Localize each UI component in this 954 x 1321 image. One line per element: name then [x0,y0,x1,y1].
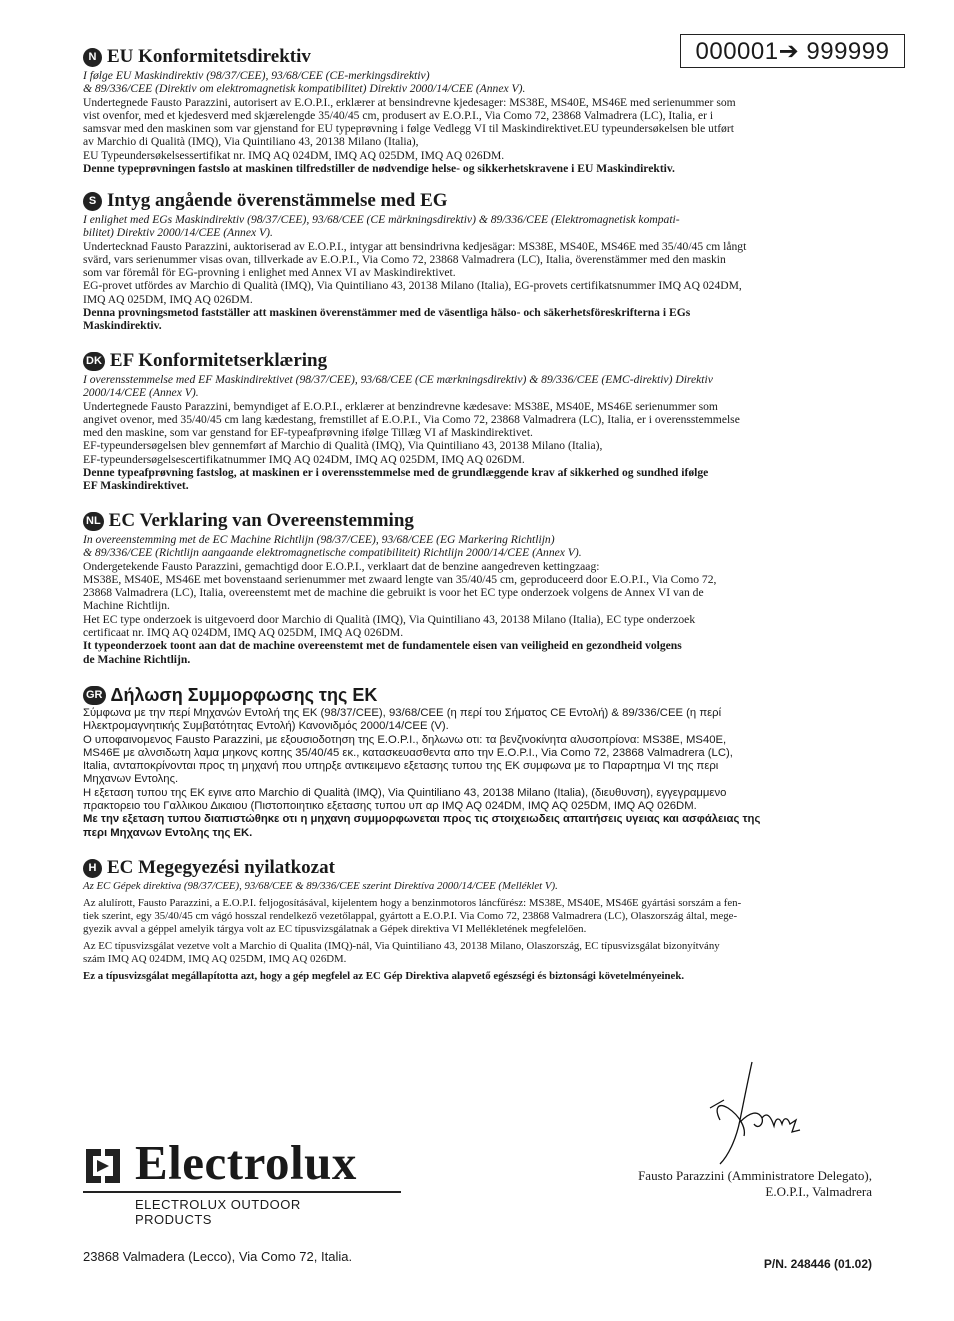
section-text-line: MS46E με αλνσιδωτη λαμα μηκονς κοπης 35/40/45 εκ., κατασκευασθεντα απο την E.O.P.I., Via Como 72, 23868 Valmadrera (LC), [83,746,733,759]
section-text-line: EF-typeundersøgelsen blev gennemført af Marchio di Qualità (IMQ), Via Quintiliano 43, 20138 Milano (Italia), [83,439,603,453]
section-text-line: EG-provet utfördes av Marchio di Qualità (IMQ), Via Quintiliano 43, 20138 Milano (Italia), EG-provets certifikatsnummer IMQ AQ 024DM, [83,279,742,293]
section-text-line: In overeenstemming met de EC Machine Richtlijn (98/37/CEE), 93/68/CEE (EG Markering Richtlijn) [83,533,555,546]
section-text-line: Μηχανων Εντολης. [83,773,179,786]
section-text-line: szám IMQ AQ 024DM, IMQ AQ 025DM, IMQ AQ 026DM. [83,953,347,965]
section-header [83,510,873,532]
section-text-line: Undertegnede Fausto Parazzini, bemyndiget af E.O.P.I., erklærer at benzindrevne kædesave: MS38E, MS40E, MS46E serienummer som [83,399,718,413]
section-text-line: Ο υποφαινομενος Fausto Parazzini, με εξουσιοδοτηση της E.O.P.I., δηλωνω οτι: τα βενζινοκίνητα αλυσοπρίονα: MS38E, MS40E, [83,733,727,746]
section-title: EC Verklaring van Overeenstemming [108,510,414,531]
signature [700,1060,810,1170]
section-text-line: πρακτορειο του Γαλλικου Δικαιου (Πιστοποιητικο εξετασης τυπου υπ αρ IMQ AQ 024DM, IMQ AQ 025DM, IMQ AQ 026DM. [83,800,697,813]
logo-rule [83,1191,401,1193]
section-text-line: Denna provningsmetod fastställer att maskinen överenstämmer med de väsentliga hälso- och säkerhetsföreskrifterna i EGs [83,306,691,320]
section-text-line: certificaat nr. IMQ AQ 024DM, IMQ AQ 025DM, IMQ AQ 026DM. [83,626,404,640]
section-text-line: med den maskine, som var genstand for EF-typeafprøvning ifølge Tillæg VI af Maskindirektivet. [83,426,533,440]
section-text-line: bilitet) Direktiv 2000/14/CEE (Annex V). [83,226,273,240]
logo-subtitle [135,1197,301,1227]
section-text-line: Denne typeafprøvning fastslog, at maskinen er i overensstemmelse med de grundlæggende krav af sikkerhed og sundhed ifølge [83,466,709,480]
section-swedish [83,190,873,333]
section-title: Δήλωση Συμμορφωσης της ΕΚ [110,685,378,705]
language-badge: NL [83,512,104,531]
section-text-line: I følge EU Maskindirektiv (98/37/CEE), 93/68/CEE (CE-merkingsdirektiv) [83,69,430,82]
language-badge: S [83,192,102,211]
section-text-line: Σύμφωνα με την περί Μηχανών Εντολή της ΕΚ (98/37/CEE), 93/68/CEE (η περί του Σήματος CE Εντολή) & 89/336/CEE (η περί [83,707,722,719]
section-text-line: Η εξεταση τυπου της ΕΚ εγινε απο Marchio di Qualità (IMQ), Via Quintiliano 43, 20138 Milano (Italia), (διευθυνση), εγγεγραμμενο [83,786,727,799]
section-header [83,684,873,706]
section-text-line: Ondergetekende Fausto Parazzini, gemachtigd door E.O.P.I., verklaart dat de benzine aangedreven kettingzaag: [83,559,600,573]
electrolux-mark-icon [83,1146,123,1186]
logo-subtitle-line1: ELECTROLUX OUTDOOR [135,1197,301,1212]
section-norwegian [83,46,873,175]
logo-subtitle-line2: PRODUCTS [135,1212,212,1227]
company-address: 23868 Valmadera (Lecco), Via Como 72, Italia. [83,1249,353,1264]
language-badge: DK [83,352,105,371]
section-text-line: EF Maskindirektivet. [83,479,189,493]
section-text-line: som var föremål för EG-provning i enlighet med Annex VI av Maskindirektivet. [83,266,456,280]
signer-name: Fausto Parazzini (Amministratore Delegato), [638,1168,872,1183]
section-text-line: Az EC típusvizsgálat vezetve volt a Marchio di Qualita (IMQ)-nál, Via Quintiliano 43, 20138 Milano, Olaszország, EC típusvizsgálat bizonyítvány [83,940,720,952]
section-text-line: IMQ AQ 025DM, IMQ AQ 026DM. [83,292,253,306]
section-text-line: Ηλεκτρομαγνητικής Συμβατότητας Εντολή) Κανονιδμός 2000/14/CEE (V). [83,720,449,733]
logo-wordmark: Electrolux [135,1135,357,1190]
section-text-line: EF-typeundersøgelsescertifikatnummer IMQ AQ 024DM, IMQ AQ 025DM, IMQ AQ 026DM. [83,452,525,466]
section-text-line: gyezik avval a géppel amelyik tárgya volt az EC típusvizsgálatnak a Gépek direktiva VI Mellékletének megfelelően. [83,923,587,935]
section-text-line: Machine Richtlijn. [83,599,170,613]
section-text-line: & 89/336/CEE (Richtlijn aangaande elektromagnetische compatibiliteit) Richtlijn 2000/14/CEE (Annex V). [83,546,582,560]
language-badge: N [83,48,102,67]
section-danish [83,350,873,493]
signer-company: E.O.P.I., Valmadrera [765,1184,872,1199]
language-badge: H [83,859,102,878]
serial-range-box: 000001➔ 999999 [680,34,905,68]
section-text-line: & 89/336/CEE (Direktiv om elektromagnetisk kompatibilitet) Direktiv 2000/14/CEE (Annex V). [83,82,526,96]
language-badge: GR [83,686,106,705]
section-greek [83,684,873,840]
section-header [83,857,873,879]
section-text-line: av Marchio di Qualità (IMQ), Via Quintiliano 43, 20138 Milano (Italia), [83,135,419,149]
section-header [83,46,873,68]
section-text-line: Az EC Gépek direktiva (98/37/CEE), 93/68/CEE & 89/336/CEE szerint Direktíva 2000/14/CEE (Melléklet V). [83,880,558,892]
section-text-line: Maskindirektiv. [83,319,162,333]
section-text-line: angivet ovenor, med 35/40/45 cm lang kædestang, fremstillet af E.O.P.I., Via Como 72, 23868 Valmadrera (LC), Italia, er i overensstemmelse [83,412,740,426]
section-text-line: samsvar med den maskinen som var gjenstand for EU typeprøvning i følge Vedlegg VI til Maskindirektivet.EU typeundersøkelsen ble utført [83,122,734,136]
section-text-line: It typeonderzoek toont aan dat de machine overeenstemt met de fundamentele eisen van veiligheid en gezondheid volgens [83,639,682,653]
section-text-line: Az alulírott, Fausto Parazzini, a E.O.P.I. feljogosításával, kijelentem hogy a benzinmotoros láncfűrész: MS38E, MS40E, MS46E gyártási sorszám a fen- [83,897,742,909]
section-text-line: Undertegnede Fausto Parazzini, autorisert av E.O.P.I., erklærer at bensindrevne kjedesager: MS38E, MS40E, MS46E med serienummer som [83,95,736,109]
section-hungarian [83,857,873,983]
section-text-line: vist ovenfor, med et kjedesverd med skjærelengde 35/40/45 cm, produsert av E.O.P.I., Via Como 72, 23868 Valmadrera (LC), Italia, er i [83,108,714,122]
section-title: EF Konformitetserklæring [109,350,328,371]
section-text-line: I overensstemmelse med EF Maskindirektivet (98/37/CEE), 93/68/CEE (CE mærkningsdirektiv) & 89/336/CEE (EMC-direktiv) Direktiv [83,373,713,386]
section-header [83,190,873,212]
signer-block [638,1168,872,1200]
section-text-line: 2000/14/CEE (Annex V). [83,386,199,400]
section-text-line: tiek szerint, egy 35/40/45 cm vágó hosszal rendelkező vezetőlappal, gyártott a E.O.P.I. Via Como 72, 23868 Valmadrera (LC), Olaszország által, mege- [83,910,738,922]
section-text-line: de Machine Richtlijn. [83,652,191,666]
section-text-line: Undertecknad Fausto Parazzini, auktoriserad av E.O.P.I., intygar att bensindrivna kedjesägar: MS38E, MS40E, MS46E med 35/40/45 cm långt [83,239,747,253]
section-text-line: Με την εξεταση τυπου διαπιστώθηκε οτι η μηχανη συμμορφωνεται προς τις στοιχειωδεις απαιτήσεις υγειας και ασφάλειας της [83,813,761,826]
part-number: P/N. 248446 (01.02) [763,1257,872,1271]
section-text-line: MS38E, MS40E, MS46E met bovenstaand serienummer met zwaard lengte van 35/40/45 cm, geproduceerd door E.O.P.I., Via Como 72, [83,572,717,586]
section-text-line: 23868 Valmadrera (LC), Italia, overeenstemt met de machine die gebruikt is voor het EC type onderzoek volgens de Annex VI van de [83,586,704,600]
section-dutch [83,510,873,666]
section-text-line: περι Μηχανων Εντολης της ΕΚ. [83,826,253,839]
section-title: Intyg angående överenstämmelse med EG [107,190,448,211]
section-text-line: Italia, ανταποκρίνονται προς τη μηχανή που υπηρξε αντικειμενο εξετασης τυπου της ΕΚ συμφωνα με το Παραρτημα VI της περι [83,760,719,773]
section-text-line: Ez a típusvizsgálat megállapította azt, hogy a gép megfelel az EC Gép Direktiva alapvető egészségi és biztonsági követelményeinek. [83,970,685,982]
section-header [83,350,873,372]
section-text-line: svärd, vars serienummer visas ovan, tillverkade av E.O.P.I., Via Como 72, 23868 Valmadrera (LC), Italia, överenstämmer med den maskin [83,252,726,266]
section-title: EC Megegyezési nyilatkozat [107,857,335,878]
section-text-line: Het EC type onderzoek is uitgevoerd door Marchio di Qualità (IMQ), Via Quintiliano 43, 20138 Milano (Italia), EC type onderzoek [83,612,696,626]
section-text-line: Denne typeprøvningen fastslo at maskinen tilfredstiller de nødvendige helse- og sikkerhetskravene i EU Maskindirektiv. [83,162,675,176]
section-text-line: EU Typeundersøkelsessertifikat nr. IMQ AQ 024DM, IMQ AQ 025DM, IMQ AQ 026DM. [83,148,505,162]
section-title: EU Konformitetsdirektiv [107,46,311,67]
section-text-line: I enlighet med EGs Maskindirektiv (98/37/CEE), 93/68/CEE (CE märkningsdirektiv) & 89/336/CEE (Elektromagnetisk kompati- [83,213,680,226]
